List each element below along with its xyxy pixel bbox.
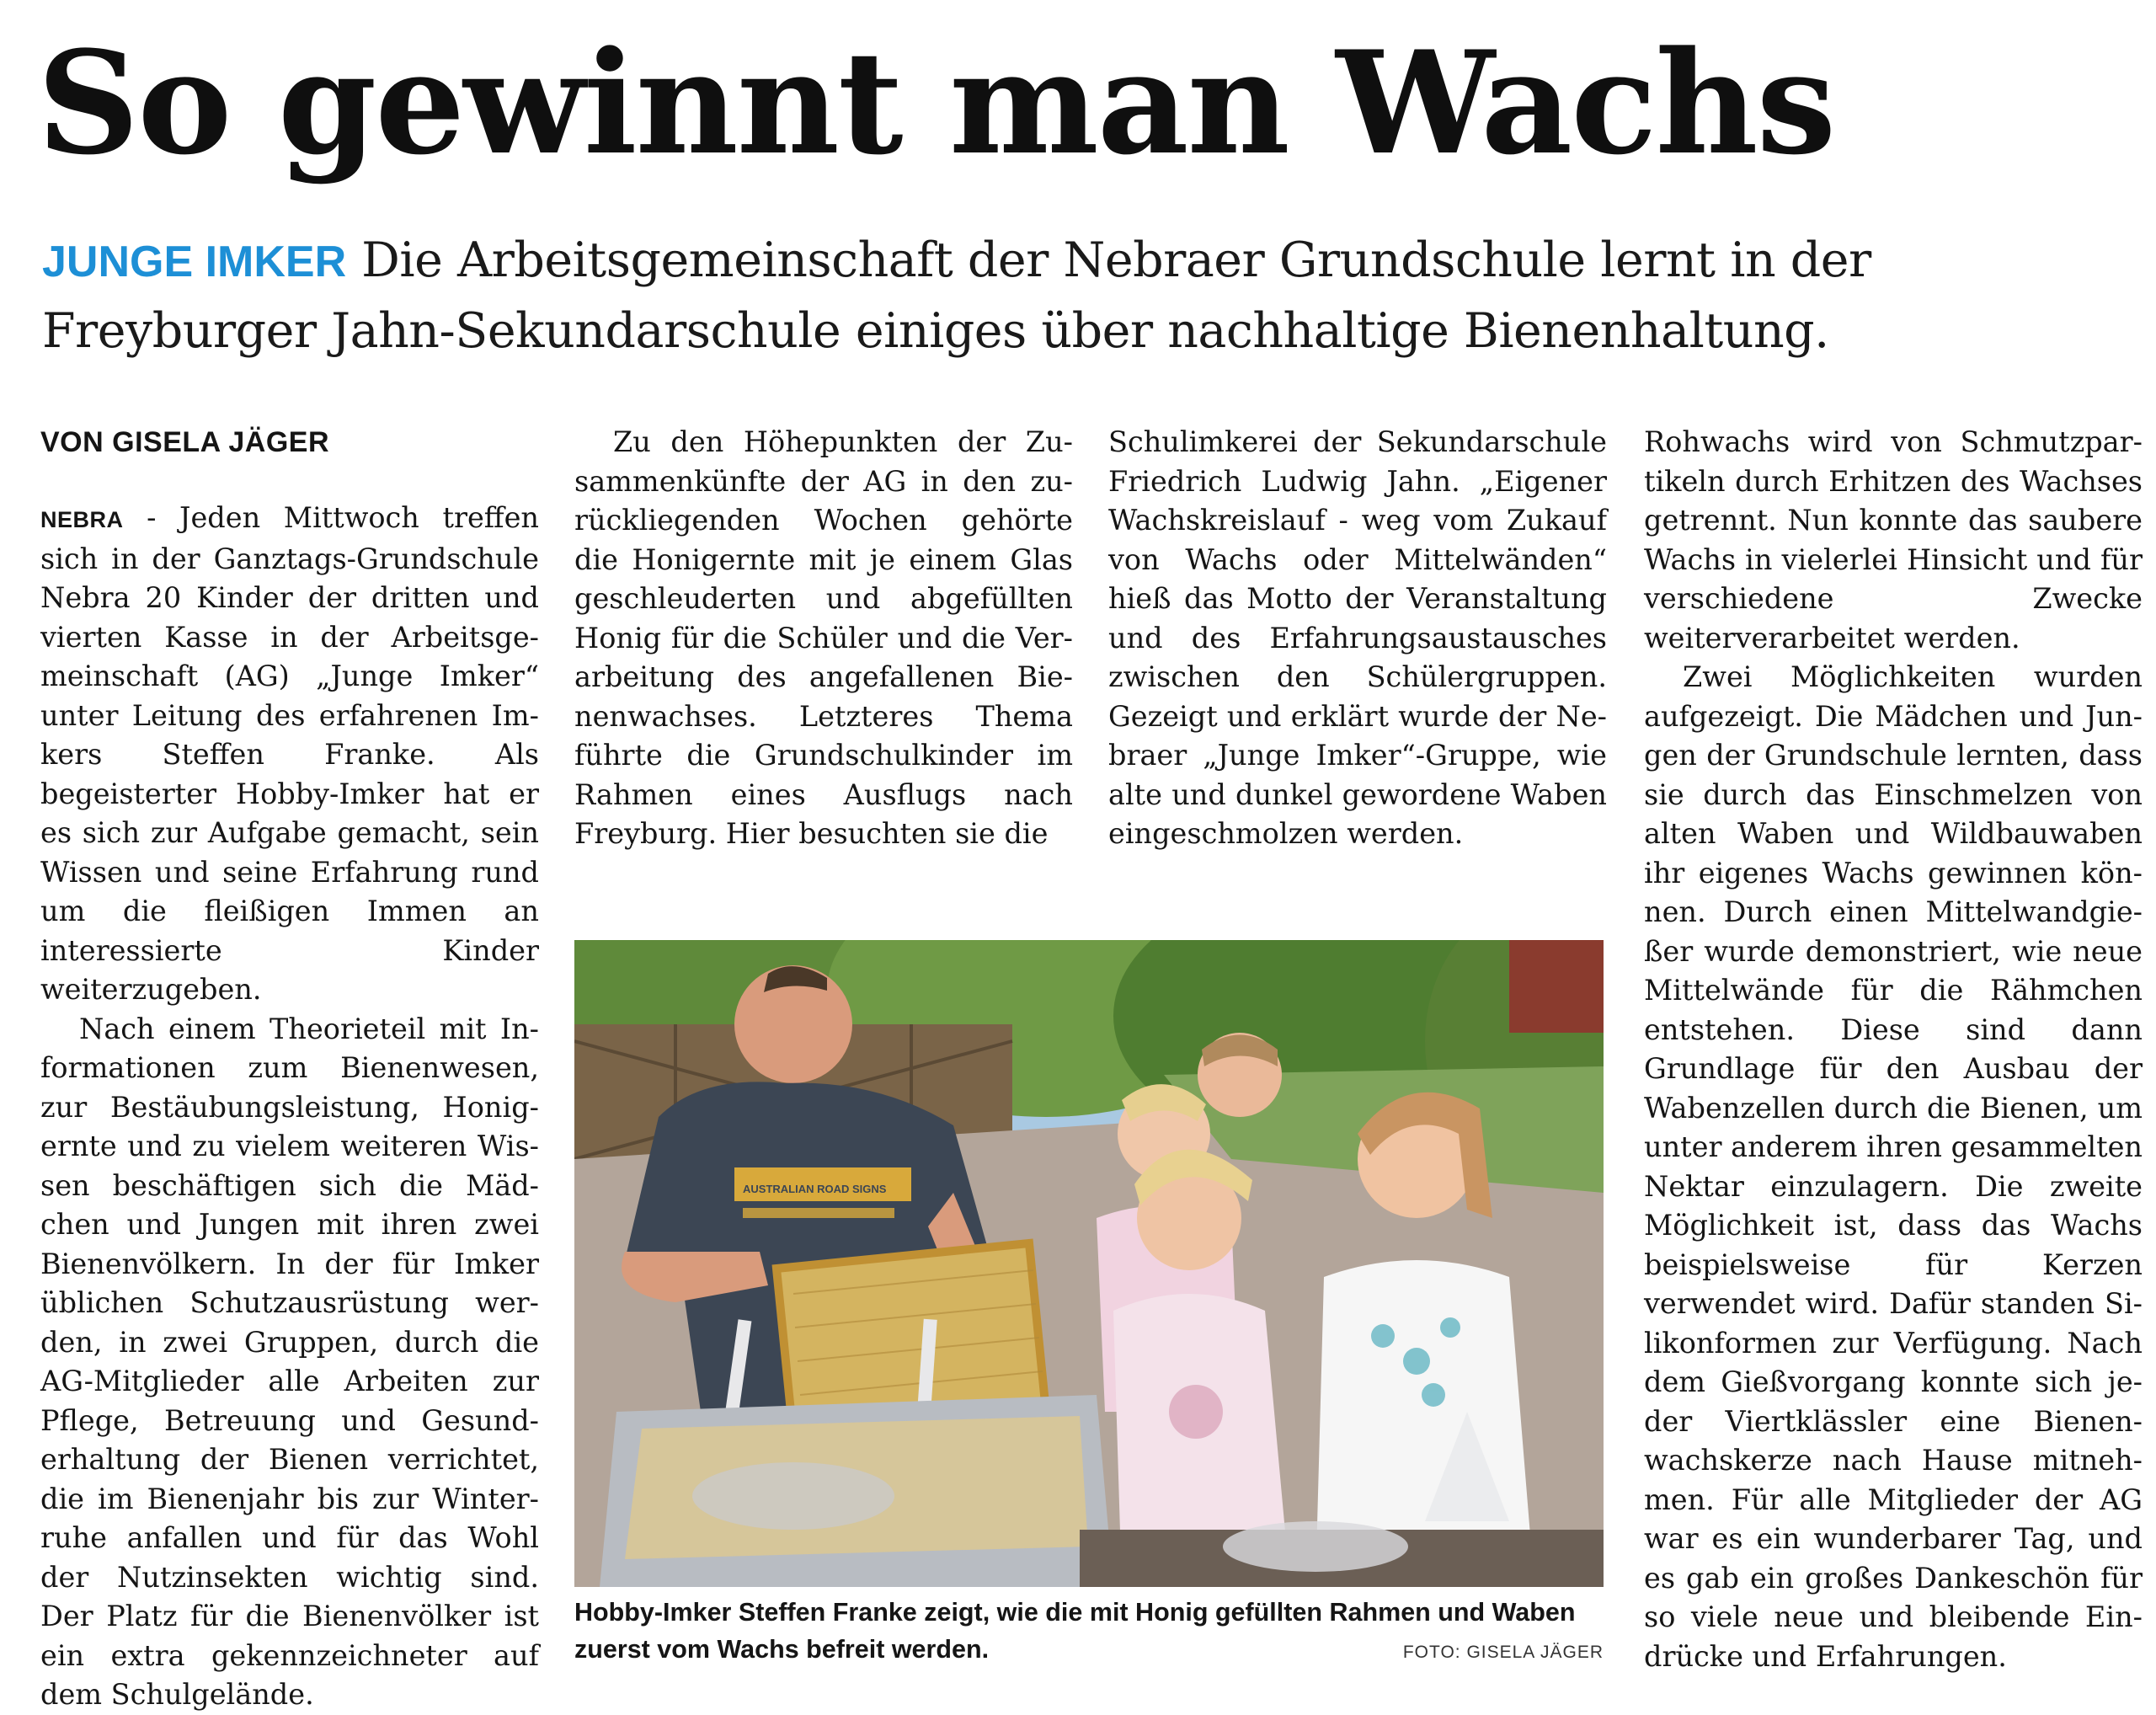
photo-caption: Hobby-Imker Steffen Franke zeigt, wie die mit Honig gefüllten Rahmen und Waben zuerst vom Wachs befreit werden.: [574, 1598, 1576, 1664]
paragraph: Schulimkerei der Sekundarschule Friedrich Ludwig Jahn. „Eigener Wachskreislauf - weg vom Zukauf von Wachs oder Mittelwänden“ hieß das Motto der Veranstaltung und des Erfahrungsaustausches zwischen den Schülergruppen. Gezeigt und erklärt wurde der Nebraer „Junge Imker“-Gruppe, wie alte und dunkel gewordene Waben eingeschmolzen werden.: [1108, 425, 1607, 850]
dateline: NEBRA: [40, 507, 124, 532]
paragraph: Zu den Höhepunkten der Zusammenkünfte der AG in den zurückliegenden Wochen gehörte die Honigernte mit je einem Glas geschleuderten und abgefüllten Honig für die Schüler und die Verarbeitung des angefallenen Bienenwachses. Letzteres Thema führte die Grundschulkinder im Rahmen eines Ausflugs nach Freyburg. Hier besuchten sie die: [574, 425, 1073, 850]
paragraph: Rohwachs wird von Schmutzpartikeln durch Erhitzen des Wachses getrennt. Nun konnte das saubere Wachs in vielerlei Hinsicht und für verschiedene Zwecke weiterverarbeitet werden.: [1644, 425, 2143, 654]
article-column-2: [574, 423, 1073, 854]
byline: VON GISELA JÄGER: [40, 426, 330, 458]
paragraph: Nach einem Theorieteil mit Informationen zum Bienenwesen, zur Bestäubungsleistung, Honigernte und zu vielem weiteren Wissen beschäftigen sich die Mädchen und Jungen mit ihren zwei Bienenvölkern. In der für Imker üblichen Schutzausrüstung werden, in zwei Gruppen, durch die AG-Mitglieder alle Arbeiten zur Pflege, Betreuung und Gesunderhaltung der Bienen verrichtet, die im Bienenjahr bis zur Winterruhe anfallen und für das Wohl der Nutzinsekten wichtig sind. Der Platz für die Bienenvölker ist ein extra gekennzeichneter auf dem Schulgelände.: [40, 1012, 539, 1711]
article-photo: [574, 940, 1604, 1587]
article-column-1: [40, 423, 539, 1715]
paragraph-text: - Jeden Mittwoch treffen sich in der Ganztags-Grundschule Nebra 20 Kinder der dritten und vierten Kasse in der Arbeitsgemeinschaft (AG) „Junge Imker“ unter Leitung des erfahrenen Imkers Steffen Franke. Als begeisterter Hobby-Imker hat er es sich zur Aufgabe gemacht, sein Wissen und seine Erfahrung rund um die fleißigen Immen an interessierte Kinder weiterzugeben.: [40, 501, 539, 1006]
deck-text: Die Arbeitsgemeinschaft der Nebraer Grundschule lernt in der Freyburger Jahn-Sekundarschule einiges über nachhaltige Bienenhaltung.: [42, 232, 1871, 359]
deck: [42, 226, 2131, 366]
photo-illustration: [574, 940, 1604, 1587]
shirt-print: AUSTRALIAN ROAD SIGNS: [743, 1183, 887, 1195]
paragraph: [40, 499, 539, 1010]
paragraph: Zwei Möglichkeiten wurden aufgezeigt. Die Mädchen und Jungen der Grundschule lernten, dass sie durch das Einschmelzen von alten Waben und Wildbauwaben ihr eigenes Wachs gewinnen können. Durch einen Mittelwandgießer wurde demonstriert, wie neue Mittelwände für die Rähmchen entstehen. Diese sind dann Grundlage für den Ausbau der Wabenzellen durch die Bienen, um unter anderem ihren gesammelten Nektar einzulagern. Die zweite Möglichkeit ist, dass das Wachs beispielsweise für Kerzen verwendet wird. Dafür standen Silikonformen zur Verfügung. Nach dem Gießvorgang konnte sich jeder Viertklässler eine Bienenwachskerze nach Hause mitnehmen. Für alle Mitglieder der AG war es ein wunderbarer Tag, und es gab ein großes Dankeschön für so viele neue und bleibende Eindrücke und Erfahrungen.: [1644, 660, 2143, 1673]
headline: So gewinnt man Wachs: [37, 19, 1835, 186]
article-column-3: [1108, 423, 1607, 854]
photo-credit: FOTO: GISELA JÄGER: [1402, 1643, 1604, 1662]
kicker: JUNGE IMKER: [42, 238, 347, 286]
article-column-4: [1644, 423, 2143, 1676]
